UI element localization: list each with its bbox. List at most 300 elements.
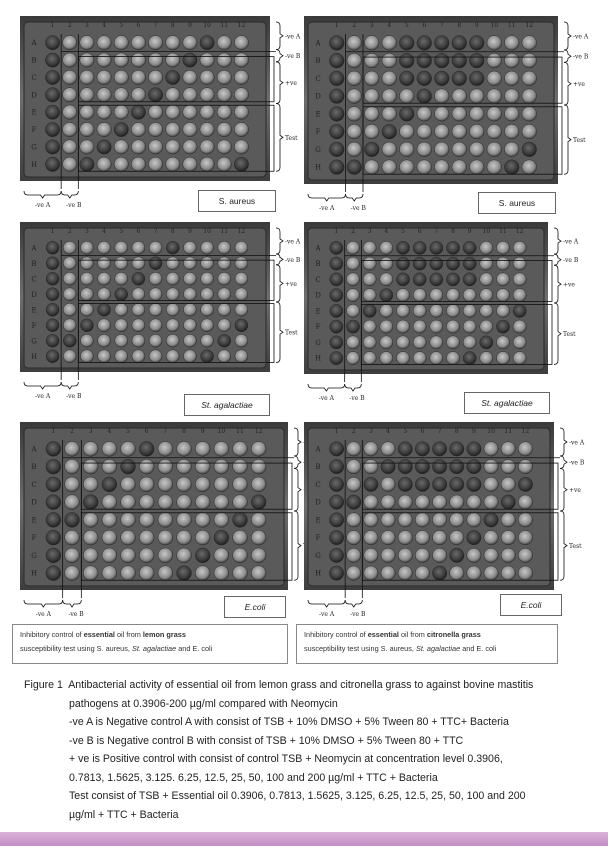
well bbox=[346, 352, 359, 365]
well bbox=[46, 334, 59, 347]
column-number: 2 bbox=[67, 228, 72, 235]
well bbox=[430, 257, 443, 270]
well bbox=[346, 304, 359, 317]
column-number: 5 bbox=[119, 22, 124, 29]
legend-pos-cont: 0.7813, 1.5625, 3.125. 6.25, 12.5, 25, 50, 100 and 200 µg/ml + TTC + Bacteria bbox=[69, 771, 438, 784]
well bbox=[65, 441, 80, 456]
well bbox=[415, 477, 429, 491]
well bbox=[148, 105, 162, 119]
column-number: 4 bbox=[386, 428, 390, 435]
row-letter: F bbox=[315, 323, 321, 332]
well bbox=[102, 566, 117, 581]
well bbox=[364, 548, 378, 562]
well bbox=[415, 548, 429, 562]
column-number: 2 bbox=[70, 428, 74, 435]
row-letter: G bbox=[315, 338, 321, 347]
well bbox=[148, 140, 162, 154]
well bbox=[166, 122, 180, 136]
well bbox=[330, 257, 343, 270]
well bbox=[364, 107, 379, 122]
well bbox=[83, 566, 98, 581]
well bbox=[434, 89, 449, 104]
well bbox=[467, 477, 481, 491]
row-letter: D bbox=[31, 290, 37, 299]
well bbox=[45, 53, 59, 67]
plate-image bbox=[12, 418, 302, 623]
well bbox=[484, 442, 498, 456]
bracket bbox=[61, 191, 78, 198]
well bbox=[46, 548, 61, 563]
well bbox=[183, 272, 196, 285]
caption-bold: citronella grass bbox=[426, 630, 481, 639]
caption-text: susceptibility test using S. aureus, bbox=[304, 644, 414, 653]
row-letter: A bbox=[315, 445, 321, 454]
bracket bbox=[345, 600, 362, 607]
well bbox=[396, 273, 409, 286]
well bbox=[467, 495, 481, 509]
well bbox=[396, 320, 409, 333]
well bbox=[518, 566, 532, 580]
label-neg-b: -ve B bbox=[563, 257, 579, 265]
column-number: 10 bbox=[217, 428, 226, 435]
well bbox=[183, 257, 196, 270]
well bbox=[217, 35, 231, 49]
well bbox=[452, 71, 467, 86]
well bbox=[347, 53, 362, 68]
well bbox=[396, 241, 409, 254]
well bbox=[114, 105, 128, 119]
caption-text: oil from bbox=[116, 630, 141, 639]
column-number: 9 bbox=[472, 428, 476, 435]
well bbox=[347, 36, 362, 51]
legend-neg-a: -ve A is Negative control A with consist of TSB + 10% DMSO + 5% Tween 80 + TTC+ Bacteria bbox=[69, 716, 509, 728]
column-number: 11 bbox=[236, 428, 244, 435]
well bbox=[399, 53, 414, 68]
well bbox=[132, 319, 145, 332]
well bbox=[413, 241, 426, 254]
well bbox=[235, 303, 248, 316]
well bbox=[346, 241, 359, 254]
well bbox=[452, 53, 467, 68]
well bbox=[183, 288, 196, 301]
well bbox=[217, 157, 231, 171]
well bbox=[382, 36, 397, 51]
column-number: 7 bbox=[437, 428, 442, 435]
well bbox=[480, 304, 493, 317]
well bbox=[97, 140, 111, 154]
well bbox=[83, 441, 98, 456]
species-label bbox=[464, 392, 550, 414]
well bbox=[177, 566, 192, 581]
well bbox=[347, 142, 362, 157]
well bbox=[65, 566, 80, 581]
plate-image bbox=[296, 12, 589, 217]
label-pos: +ve bbox=[285, 80, 297, 88]
well bbox=[98, 257, 111, 270]
well bbox=[398, 566, 412, 580]
well bbox=[139, 459, 154, 474]
well bbox=[121, 566, 136, 581]
row-letter: H bbox=[30, 352, 38, 361]
well bbox=[166, 35, 180, 49]
well bbox=[330, 241, 343, 254]
well bbox=[329, 142, 344, 157]
column-number: 4 bbox=[102, 22, 106, 29]
well bbox=[148, 88, 162, 102]
well bbox=[496, 304, 509, 317]
well bbox=[114, 122, 128, 136]
well bbox=[396, 257, 409, 270]
well bbox=[233, 477, 248, 492]
row-letter: D bbox=[315, 498, 321, 507]
well bbox=[381, 442, 395, 456]
well bbox=[102, 477, 117, 492]
row-letter: C bbox=[31, 480, 37, 489]
well bbox=[195, 477, 210, 492]
row-letter: B bbox=[315, 57, 321, 66]
well bbox=[501, 548, 515, 562]
well bbox=[132, 257, 145, 270]
well bbox=[217, 88, 231, 102]
well bbox=[330, 336, 343, 349]
well bbox=[522, 160, 537, 175]
well bbox=[487, 160, 502, 175]
row-letter: B bbox=[315, 463, 321, 472]
well bbox=[183, 303, 196, 316]
well bbox=[513, 320, 526, 333]
well bbox=[235, 350, 248, 363]
well bbox=[183, 70, 197, 84]
caption-text: and E. coli bbox=[462, 644, 497, 653]
label-bottom-neg-a: -ve A bbox=[34, 202, 51, 209]
well bbox=[463, 241, 476, 254]
row-letter: F bbox=[31, 321, 37, 330]
well bbox=[415, 513, 429, 527]
well bbox=[45, 88, 59, 102]
well bbox=[235, 288, 248, 301]
row-letter: B bbox=[31, 463, 37, 472]
well bbox=[382, 142, 397, 157]
well bbox=[177, 495, 192, 510]
plate-panel-citronella-ecoli bbox=[296, 418, 585, 623]
well bbox=[234, 53, 248, 67]
well bbox=[218, 241, 231, 254]
row-letter: C bbox=[315, 480, 321, 489]
well bbox=[63, 105, 77, 119]
row-letter: H bbox=[314, 163, 322, 172]
well bbox=[235, 272, 248, 285]
well bbox=[166, 350, 179, 363]
well bbox=[177, 512, 192, 527]
well bbox=[214, 477, 229, 492]
row-letter: B bbox=[31, 56, 37, 65]
well bbox=[518, 513, 532, 527]
well bbox=[214, 530, 229, 545]
column-number: 2 bbox=[67, 22, 72, 29]
well bbox=[115, 288, 128, 301]
bracket bbox=[554, 303, 561, 364]
well bbox=[183, 122, 197, 136]
well bbox=[381, 548, 395, 562]
well bbox=[484, 495, 498, 509]
well bbox=[329, 71, 344, 86]
well bbox=[347, 495, 361, 509]
well bbox=[496, 241, 509, 254]
column-number: 9 bbox=[200, 428, 205, 435]
well bbox=[398, 530, 412, 544]
well bbox=[139, 441, 154, 456]
well bbox=[518, 548, 532, 562]
well bbox=[63, 241, 76, 254]
caption-italic: St. agalactiae bbox=[131, 644, 177, 653]
well bbox=[218, 303, 231, 316]
well bbox=[46, 566, 61, 581]
label-neg-a: -ve A bbox=[563, 238, 579, 246]
well bbox=[398, 513, 412, 527]
well bbox=[450, 530, 464, 544]
well bbox=[65, 548, 80, 563]
column-number: 7 bbox=[153, 228, 158, 235]
well bbox=[347, 442, 361, 456]
well bbox=[415, 530, 429, 544]
well bbox=[398, 477, 412, 491]
species-label bbox=[184, 394, 270, 416]
well bbox=[97, 157, 111, 171]
well bbox=[432, 459, 446, 473]
well bbox=[121, 512, 136, 527]
well bbox=[83, 530, 98, 545]
column-number: 12 bbox=[237, 228, 246, 235]
well bbox=[330, 304, 343, 317]
well bbox=[430, 241, 443, 254]
well bbox=[183, 334, 196, 347]
well bbox=[63, 319, 76, 332]
well bbox=[45, 122, 59, 136]
well bbox=[415, 459, 429, 473]
well bbox=[177, 530, 192, 545]
column-number: 12 bbox=[237, 22, 246, 29]
row-letter: A bbox=[315, 244, 321, 253]
well bbox=[214, 459, 229, 474]
well bbox=[80, 272, 93, 285]
well bbox=[364, 495, 378, 509]
well bbox=[364, 160, 379, 175]
well bbox=[504, 142, 519, 157]
column-number: 4 bbox=[107, 428, 112, 435]
column-number: 11 bbox=[507, 22, 516, 29]
well bbox=[504, 124, 519, 139]
well bbox=[102, 495, 117, 510]
bracket bbox=[63, 600, 82, 607]
well bbox=[63, 288, 76, 301]
well bbox=[364, 142, 379, 157]
row-letter: E bbox=[31, 108, 37, 117]
well bbox=[522, 142, 537, 157]
well bbox=[65, 477, 80, 492]
well bbox=[487, 142, 502, 157]
column-number: 3 bbox=[85, 22, 89, 29]
well bbox=[97, 105, 111, 119]
well bbox=[214, 495, 229, 510]
well bbox=[234, 105, 248, 119]
well bbox=[115, 272, 128, 285]
well bbox=[480, 320, 493, 333]
well bbox=[200, 53, 214, 67]
column-number: 11 bbox=[220, 22, 229, 29]
well bbox=[235, 241, 248, 254]
well bbox=[217, 53, 231, 67]
well bbox=[115, 334, 128, 347]
well bbox=[46, 241, 59, 254]
well bbox=[469, 142, 484, 157]
well bbox=[158, 495, 173, 510]
well bbox=[98, 303, 111, 316]
label-bottom-neg-b: -ve B bbox=[350, 205, 366, 212]
well bbox=[364, 513, 378, 527]
well bbox=[513, 304, 526, 317]
well bbox=[413, 336, 426, 349]
column-number: 7 bbox=[434, 228, 439, 235]
column-number: 12 bbox=[254, 428, 263, 435]
well bbox=[446, 304, 459, 317]
well bbox=[114, 157, 128, 171]
well bbox=[469, 124, 484, 139]
well bbox=[102, 548, 117, 563]
well bbox=[201, 288, 214, 301]
row-letter: F bbox=[31, 126, 37, 135]
well bbox=[177, 441, 192, 456]
well bbox=[132, 288, 145, 301]
well bbox=[434, 36, 449, 51]
bracket bbox=[560, 468, 567, 511]
well bbox=[131, 122, 145, 136]
well bbox=[97, 122, 111, 136]
bracket bbox=[276, 265, 283, 302]
well bbox=[80, 303, 93, 316]
well bbox=[217, 70, 231, 84]
bracket bbox=[24, 382, 61, 389]
label-bottom-neg-b: -ve B bbox=[68, 611, 84, 618]
well bbox=[480, 352, 493, 365]
well bbox=[218, 257, 231, 270]
bracket bbox=[308, 600, 345, 607]
well bbox=[183, 350, 196, 363]
species-label bbox=[478, 192, 556, 214]
well bbox=[487, 124, 502, 139]
well bbox=[399, 36, 414, 51]
well bbox=[484, 477, 498, 491]
well bbox=[234, 140, 248, 154]
row-letter: F bbox=[31, 534, 37, 543]
well bbox=[382, 89, 397, 104]
caption-text: Inhibitory control of bbox=[20, 630, 82, 639]
bracket bbox=[564, 22, 571, 50]
well bbox=[446, 273, 459, 286]
plate-panel-citronella-saureus bbox=[296, 12, 589, 217]
column-number: 5 bbox=[401, 228, 405, 235]
label-neg-a: -ve A bbox=[285, 33, 301, 41]
plate-panel-lemon-saureus bbox=[12, 12, 301, 217]
well bbox=[80, 35, 94, 49]
column-number: 1 bbox=[50, 228, 55, 235]
well bbox=[364, 477, 378, 491]
column-number: 6 bbox=[422, 22, 427, 29]
well bbox=[501, 530, 515, 544]
well bbox=[200, 88, 214, 102]
well bbox=[346, 289, 359, 302]
well bbox=[329, 495, 343, 509]
well bbox=[233, 512, 248, 527]
well bbox=[480, 336, 493, 349]
well bbox=[347, 530, 361, 544]
species-text: St. agalactiae bbox=[201, 400, 253, 410]
bracket bbox=[554, 254, 561, 265]
well bbox=[45, 140, 59, 154]
well bbox=[139, 495, 154, 510]
well bbox=[46, 495, 61, 510]
well bbox=[63, 88, 77, 102]
well bbox=[45, 35, 59, 49]
well bbox=[518, 459, 532, 473]
well bbox=[102, 530, 117, 545]
label-test: Test bbox=[285, 134, 298, 142]
well bbox=[45, 105, 59, 119]
well bbox=[504, 89, 519, 104]
well bbox=[469, 89, 484, 104]
caption-text: susceptibility test using S. aureus, bbox=[20, 644, 130, 653]
column-number: 8 bbox=[182, 428, 186, 435]
well bbox=[469, 71, 484, 86]
caption-citronella bbox=[296, 624, 558, 664]
well bbox=[467, 513, 481, 527]
well bbox=[149, 350, 162, 363]
well bbox=[217, 140, 231, 154]
well bbox=[381, 459, 395, 473]
label-bottom-neg-b: -ve B bbox=[350, 611, 366, 618]
well bbox=[417, 124, 432, 139]
well bbox=[46, 350, 59, 363]
well bbox=[80, 157, 94, 171]
well bbox=[63, 303, 76, 316]
label-neg-a: -ve A bbox=[573, 33, 589, 41]
legend-test-cont: µg/ml + TTC + Bacteria bbox=[69, 808, 179, 821]
well bbox=[434, 71, 449, 86]
well bbox=[398, 442, 412, 456]
well bbox=[329, 107, 344, 122]
bracket bbox=[564, 62, 571, 105]
well bbox=[114, 88, 128, 102]
bracket bbox=[560, 511, 567, 580]
bracket bbox=[276, 62, 283, 104]
well bbox=[166, 88, 180, 102]
well bbox=[121, 441, 136, 456]
well bbox=[415, 495, 429, 509]
well bbox=[467, 442, 481, 456]
well bbox=[452, 89, 467, 104]
well bbox=[329, 53, 344, 68]
well bbox=[329, 530, 343, 544]
plate-panel-lemon-stagalactiae bbox=[12, 218, 301, 423]
caption-bold: essential bbox=[367, 630, 399, 639]
well bbox=[480, 241, 493, 254]
well bbox=[98, 272, 111, 285]
well bbox=[504, 71, 519, 86]
well bbox=[148, 53, 162, 67]
well bbox=[522, 107, 537, 122]
row-letter: C bbox=[31, 73, 37, 82]
row-letter: C bbox=[315, 74, 321, 83]
column-number: 9 bbox=[467, 228, 472, 235]
